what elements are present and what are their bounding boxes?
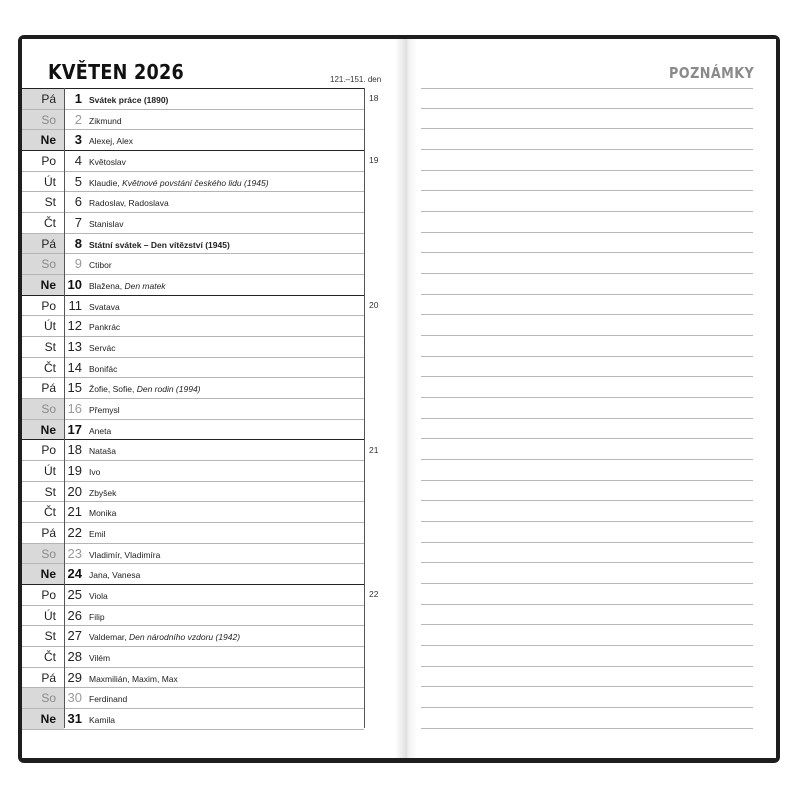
nameday-note: Den rodin (1994) (136, 384, 201, 395)
day-row (22, 254, 364, 275)
nameday-note: Den matek (124, 281, 166, 292)
notes-ruled-line[interactable] (421, 419, 753, 440)
nameday-text (89, 544, 364, 564)
nameday-text (89, 585, 364, 605)
nameday-names: Kamila (89, 715, 115, 726)
day-row (22, 544, 364, 565)
notes-lines (421, 88, 753, 729)
day-range-label: 121.–151. den (330, 75, 382, 84)
weekday-label: Čt (44, 216, 56, 231)
day-row (22, 668, 364, 689)
nameday-names: Blažena, (89, 281, 125, 292)
notes-ruled-line[interactable] (421, 129, 753, 150)
nameday-names: Přemysl (89, 405, 120, 416)
notes-ruled-line[interactable] (421, 315, 753, 336)
day-row (22, 130, 364, 151)
day-number: 8 (74, 235, 82, 251)
column-divider (64, 88, 65, 728)
month-title: KVĚTEN 2026 (48, 60, 185, 84)
notes-ruled-line[interactable] (421, 605, 753, 626)
day-row (22, 647, 364, 668)
nameday-names: Emil (89, 529, 106, 540)
nameday-text (89, 378, 364, 398)
day-number: 10 (67, 277, 82, 293)
day-number: 7 (74, 215, 82, 231)
nameday-names: Filip (89, 611, 105, 622)
day-row (22, 172, 364, 193)
nameday-names: Zikmund (89, 115, 122, 126)
weekday-label: Út (44, 174, 56, 189)
nameday-names: Ctibor (89, 260, 112, 271)
notes-ruled-line[interactable] (421, 233, 753, 254)
day-number: 14 (67, 359, 82, 375)
weekday-label: Po (41, 443, 56, 458)
nameday-names: Květoslav (89, 157, 126, 168)
weekday-label: Út (44, 608, 56, 623)
nameday-text (89, 440, 364, 460)
nameday-names: Svatava (89, 301, 120, 312)
day-number: 21 (67, 504, 82, 520)
weekday-label: St (44, 629, 56, 644)
notes-ruled-line[interactable] (421, 295, 753, 316)
notes-ruled-line[interactable] (421, 109, 753, 130)
nameday-names: Alexej, Alex (89, 136, 133, 147)
notes-ruled-line[interactable] (421, 687, 753, 708)
day-row (22, 316, 364, 337)
weekday-label: So (22, 254, 64, 274)
weekday-label: So (22, 110, 64, 130)
day-row (22, 626, 364, 647)
notes-ruled-line[interactable] (421, 398, 753, 419)
nameday-names: Radoslav, Radoslava (89, 198, 169, 209)
day-row (22, 606, 364, 627)
nameday-names: Ivo (89, 467, 101, 478)
nameday-text (89, 151, 364, 171)
nameday-names: Servác (89, 343, 116, 354)
nameday-names: Bonifác (89, 363, 118, 374)
weekday-label: St (44, 484, 56, 499)
day-row (22, 461, 364, 482)
notes-ruled-line[interactable] (421, 543, 753, 564)
notes-ruled-line[interactable] (421, 439, 753, 460)
nameday-names: Pankrác (89, 322, 121, 333)
nameday-note: Den národního vzdoru (1942) (129, 632, 241, 643)
spine-shadow (395, 39, 417, 758)
nameday-names: Valdemar, (89, 632, 130, 643)
week-number: 21 (369, 444, 379, 455)
day-row (22, 110, 364, 131)
weekday-label: Po (41, 154, 56, 169)
weekday-label: Po (41, 298, 56, 313)
weekday-label: Ne (22, 564, 64, 584)
day-row (22, 337, 364, 358)
day-number: 24 (67, 566, 82, 582)
day-number: 4 (74, 153, 82, 169)
day-number: 6 (74, 194, 82, 210)
notes-ruled-line[interactable] (421, 522, 753, 543)
nameday-text (89, 192, 364, 212)
day-row (22, 399, 364, 420)
week-number: 22 (369, 589, 379, 600)
day-number: 19 (67, 463, 82, 479)
nameday-text (89, 461, 364, 481)
day-number: 1 (74, 91, 82, 106)
nameday-text (89, 89, 364, 109)
weekday-label: Pá (22, 234, 64, 254)
nameday-text (89, 358, 364, 378)
day-row (22, 358, 364, 379)
nameday-text (89, 172, 364, 192)
nameday-names: Státní svátek – Den vítězství (1945) (89, 239, 230, 250)
day-number: 31 (67, 711, 82, 727)
nameday-names: Žofie, Sofie, (89, 384, 137, 395)
nameday-text (89, 316, 364, 336)
day-number: 16 (67, 401, 82, 417)
nameday-text (89, 523, 364, 543)
nameday-names: Maxmilián, Maxim, Max (89, 673, 178, 684)
nameday-text (89, 296, 364, 316)
day-row (22, 502, 364, 523)
day-number: 2 (74, 111, 82, 127)
nameday-names: Stanislav (89, 219, 124, 230)
nameday-text (89, 709, 364, 729)
day-row (22, 564, 364, 585)
week-number: 19 (369, 155, 379, 166)
weekday-label: Út (44, 464, 56, 479)
day-row (22, 213, 364, 234)
day-row (22, 482, 364, 503)
day-number: 13 (67, 339, 82, 355)
day-number: 29 (67, 669, 82, 685)
notes-ruled-line[interactable] (421, 563, 753, 584)
nameday-text (89, 110, 364, 130)
day-row (22, 275, 364, 296)
day-number: 18 (67, 442, 82, 458)
day-row (22, 296, 364, 317)
day-row (22, 523, 364, 544)
notes-ruled-line[interactable] (421, 191, 753, 212)
notes-ruled-line[interactable] (421, 460, 753, 481)
day-number: 12 (67, 318, 82, 334)
day-number: 11 (68, 297, 82, 313)
weekday-label: So (22, 544, 64, 564)
notes-ruled-line[interactable] (421, 336, 753, 357)
nameday-text (89, 564, 364, 584)
weekday-label: Čt (44, 650, 56, 665)
nameday-text (89, 647, 364, 667)
day-row (22, 440, 364, 461)
day-table (22, 88, 364, 730)
day-row (22, 151, 364, 172)
nameday-note: Květnové povstání českého lidu (1945) (122, 177, 269, 188)
weekday-label: Út (44, 319, 56, 334)
weekday-label: Pá (41, 381, 56, 396)
notes-ruled-line[interactable] (421, 625, 753, 646)
weekday-label: So (22, 688, 64, 708)
notes-ruled-line[interactable] (421, 357, 753, 378)
day-number: 23 (67, 545, 82, 561)
day-row (22, 378, 364, 399)
weekday-label: Pá (41, 526, 56, 541)
day-number: 9 (74, 256, 82, 272)
day-number: 28 (67, 649, 82, 665)
week-number-column (364, 88, 379, 728)
notes-ruled-line[interactable] (421, 171, 753, 192)
weekday-label: Čt (44, 360, 56, 375)
notes-ruled-line[interactable] (421, 274, 753, 295)
weekday-label: Ne (22, 130, 64, 150)
notes-ruled-line[interactable] (421, 253, 753, 274)
weekday-label: Čt (44, 505, 56, 520)
nameday-text (89, 688, 364, 708)
day-row (22, 585, 364, 606)
nameday-text (89, 337, 364, 357)
weekday-label: Ne (22, 420, 64, 440)
notes-ruled-line[interactable] (421, 501, 753, 522)
nameday-names: Ferdinand (89, 694, 128, 705)
weekday-label: St (44, 340, 56, 355)
nameday-names: Vilém (89, 653, 111, 664)
notes-ruled-line[interactable] (421, 377, 753, 398)
nameday-text (89, 668, 364, 688)
nameday-text (89, 606, 364, 626)
day-row (22, 709, 364, 730)
notes-ruled-line[interactable] (421, 88, 753, 109)
nameday-names: Nataša (89, 446, 116, 457)
nameday-text (89, 626, 364, 646)
weekday-label: Pá (41, 670, 56, 685)
day-number: 5 (74, 173, 82, 189)
day-number: 20 (67, 483, 82, 499)
weekday-label: Ne (22, 709, 64, 729)
nameday-names: Klaudie, (89, 177, 123, 188)
weekday-label: Ne (22, 275, 64, 295)
notes-ruled-line[interactable] (421, 212, 753, 233)
nameday-names: Viola (89, 591, 108, 602)
weekday-label: Po (41, 588, 56, 603)
nameday-text (89, 502, 364, 522)
nameday-text (89, 420, 364, 440)
day-number: 30 (67, 690, 82, 706)
day-row (22, 688, 364, 709)
nameday-text (89, 234, 364, 254)
nameday-text (89, 254, 364, 274)
nameday-names: Jana, Vanesa (89, 570, 141, 581)
notes-ruled-line[interactable] (421, 150, 753, 171)
day-row (22, 420, 364, 441)
notes-ruled-line[interactable] (421, 708, 753, 729)
weekday-label: St (44, 195, 56, 210)
nameday-text (89, 482, 364, 502)
weekday-label: Pá (22, 89, 64, 109)
notes-ruled-line[interactable] (421, 646, 753, 667)
day-row (22, 192, 364, 213)
nameday-text (89, 399, 364, 419)
nameday-names: Aneta (89, 425, 112, 436)
day-number: 26 (67, 607, 82, 623)
nameday-names: Monika (89, 508, 117, 519)
weekday-label: So (22, 399, 64, 419)
notes-ruled-line[interactable] (421, 667, 753, 688)
nameday-text (89, 213, 364, 233)
day-number: 15 (67, 380, 82, 396)
week-number: 20 (369, 299, 379, 310)
notes-ruled-line[interactable] (421, 584, 753, 605)
nameday-names: Svátek práce (1890) (89, 95, 169, 105)
nameday-text (89, 130, 364, 150)
notes-title: POZNÁMKY (668, 64, 754, 82)
day-number: 17 (67, 421, 82, 437)
nameday-text (89, 275, 364, 295)
nameday-names: Vladimír, Vladimíra (89, 549, 161, 560)
week-number: 18 (369, 93, 379, 103)
day-number: 25 (67, 587, 82, 603)
day-row (22, 234, 364, 255)
nameday-names: Zbyšek (89, 487, 117, 498)
day-row (22, 89, 364, 110)
day-number: 22 (67, 525, 82, 541)
day-number: 3 (74, 132, 82, 148)
notes-ruled-line[interactable] (421, 481, 753, 502)
day-number: 27 (67, 628, 82, 644)
